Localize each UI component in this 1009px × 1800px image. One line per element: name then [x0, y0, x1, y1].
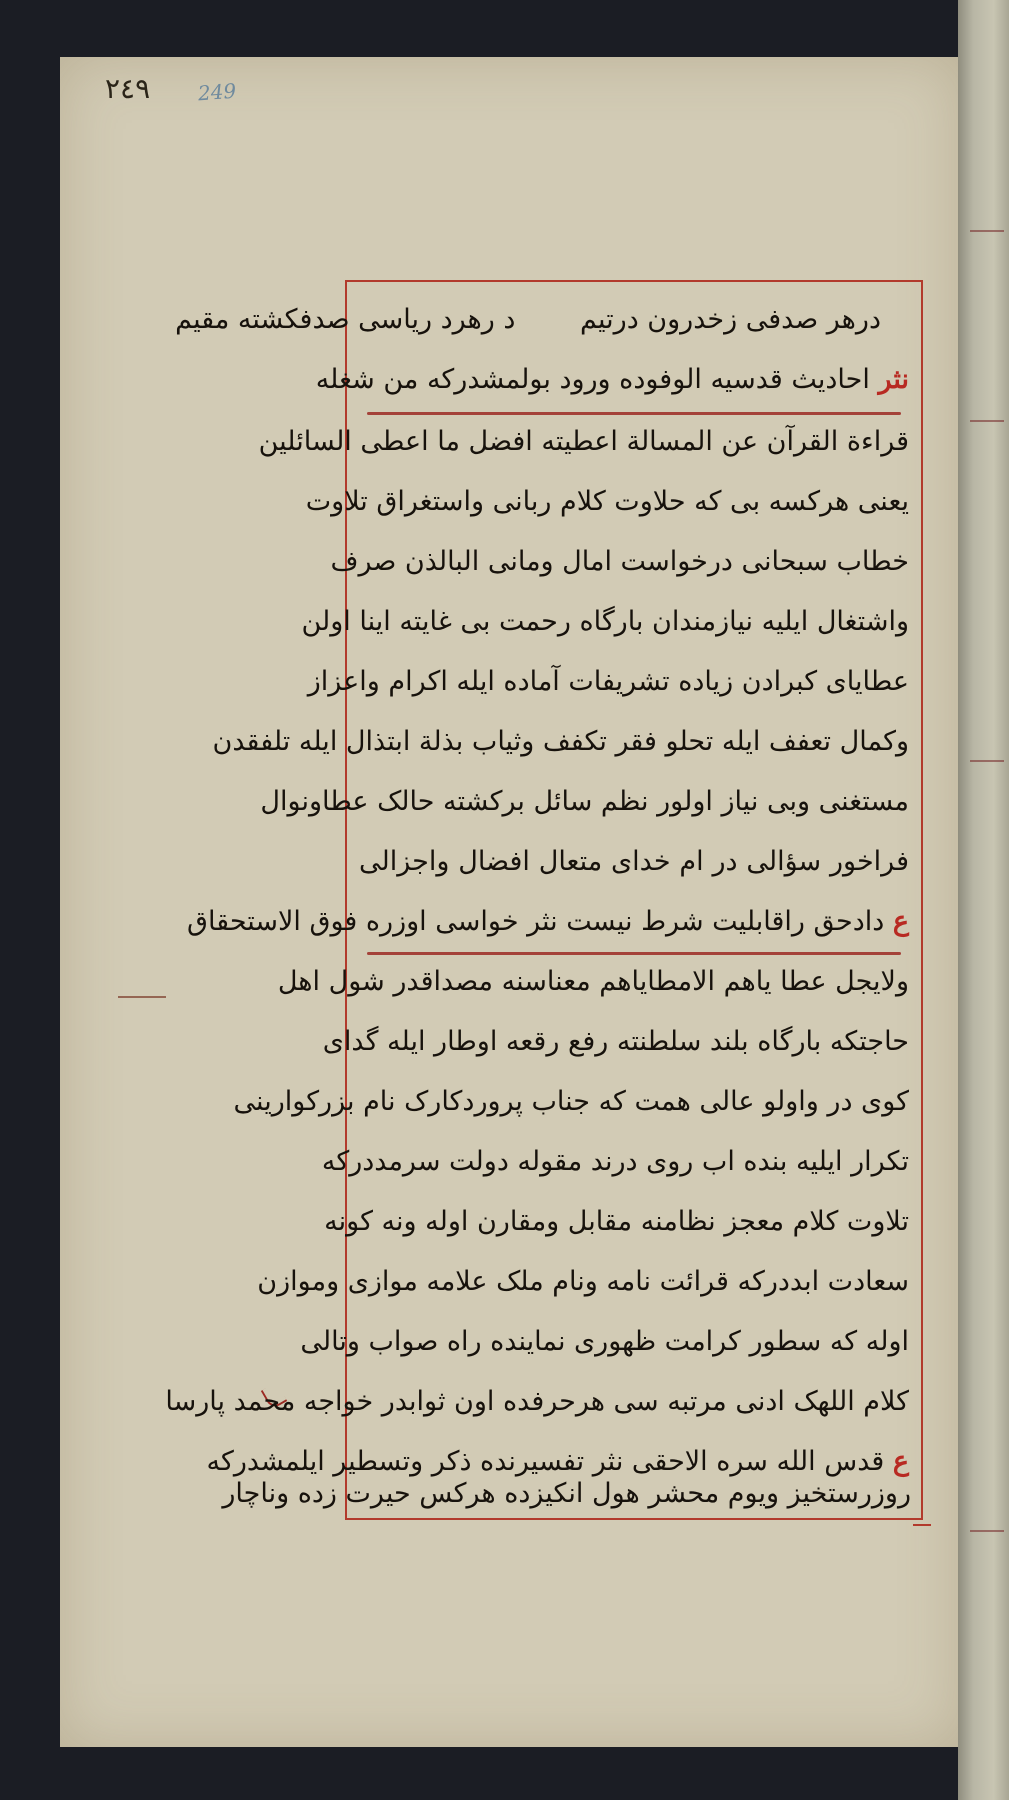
line-text: یعنی هرکسه بی که حلاوت کلام ربانی واستغراق تلاوت [305, 486, 909, 517]
text-frame [165, 280, 923, 1520]
text-line [322, 1012, 909, 1072]
line-text: قراءة القرآن عن المسالة اعطیته افضل ما اعطی السائلین [258, 426, 909, 457]
text-line [301, 592, 909, 652]
line-text: روزرستخیز ویوم محشر هول انکیزده هرکس حیرت زده وناچار [222, 1478, 911, 1509]
line-text: کوی در واولو عالی همت که جناب پروردکارک نام بزرکوارینی [233, 1086, 909, 1117]
line-text: مستغنی وبی نیاز اولور نظم سائل برکشته حالک عطاونوال [260, 786, 909, 817]
text-line [212, 712, 909, 772]
book-fore-edge [958, 0, 1009, 1800]
line-text: تکرار ایلیه بنده اب روی درند مقوله دولت سرمددرکه [321, 1146, 909, 1177]
text-line [187, 892, 909, 952]
line-text: فراخور سؤالی در ام خدای متعال افضال واجزالی [359, 846, 909, 877]
verse-hemistich-left: د رهرد ریاسی صدفکشته مقیم [175, 304, 516, 335]
text-line [165, 1372, 909, 1432]
line-text: واشتغال ایلیه نیازمندان بارگاه رحمت بی غایته اینا اولن [301, 606, 909, 637]
section-marker: ع [892, 906, 909, 937]
section-marker: نثر [878, 364, 909, 395]
text-line [305, 472, 909, 532]
text-line [257, 1252, 909, 1312]
text-block [165, 282, 909, 1518]
line-text: احادیث قدسیه الوفوده ورود بولمشدرکه من شغله [315, 364, 870, 395]
text-line [233, 1072, 909, 1132]
line-text: ولایجل عطا یاهم الامطایاهم معناسنه مصداقدر شول اهل [277, 966, 909, 997]
line-text: عطایای کبرادن زیاده تشریفات آماده ایله اکرام واعزاز [307, 666, 909, 697]
line-text: اوله که سطور کرامت ظهوری نماینده راه صواب وتالی [300, 1326, 909, 1357]
verse-line [175, 290, 909, 350]
text-line [260, 772, 909, 832]
text-line [277, 952, 909, 1012]
text-line [324, 1192, 909, 1252]
text-line [258, 412, 909, 472]
line-text: سعادت ابددرکه قرائت نامه ونام ملک علامه موازی وموازن [257, 1266, 909, 1297]
folio-number-eastern: ٢٤٩ [105, 72, 151, 105]
line-text: کلام اللهک ادنی مرتبه سی هرحرفده اون ثوابدر خواجه محمد پارسا [165, 1386, 909, 1417]
line-text: تلاوت کلام معجز نظامنه مقابل ومقارن اوله ونه کونه [324, 1206, 909, 1237]
text-line [359, 832, 909, 892]
text-line [300, 1312, 909, 1372]
verse-hemistich-right: درهر صدفی زخدرون درتیم [580, 304, 881, 335]
line-text: خطاب سبحانی درخواست امال ومانی البالذن صرف [330, 546, 909, 577]
text-line [307, 652, 909, 712]
line-text: وکمال تعفف ایله تحلو فقر تکفف وثیاب بذلة ابتذال ایله تلفقدن [212, 726, 909, 757]
text-line-last [222, 1470, 911, 1518]
margin-ink-stroke [118, 996, 166, 998]
text-line [330, 532, 909, 592]
folio-number-western: 249 [197, 78, 237, 106]
line-text: دادحق راقابلیت شرط نیست نثر خواسی اوزره فوق الاستحقاق [187, 906, 885, 937]
text-line [321, 1132, 909, 1192]
line-text: حاجتکه بارگاه بلند سلطنته رفع رقعه اوطار ایله گدای [322, 1026, 909, 1057]
text-line [315, 350, 909, 410]
section-marker: ع [892, 1446, 909, 1477]
line-text: قدس الله سره الاحقی نثر تفسیرنده ذکر وتسطیر ایلمشدرکه [206, 1446, 885, 1477]
